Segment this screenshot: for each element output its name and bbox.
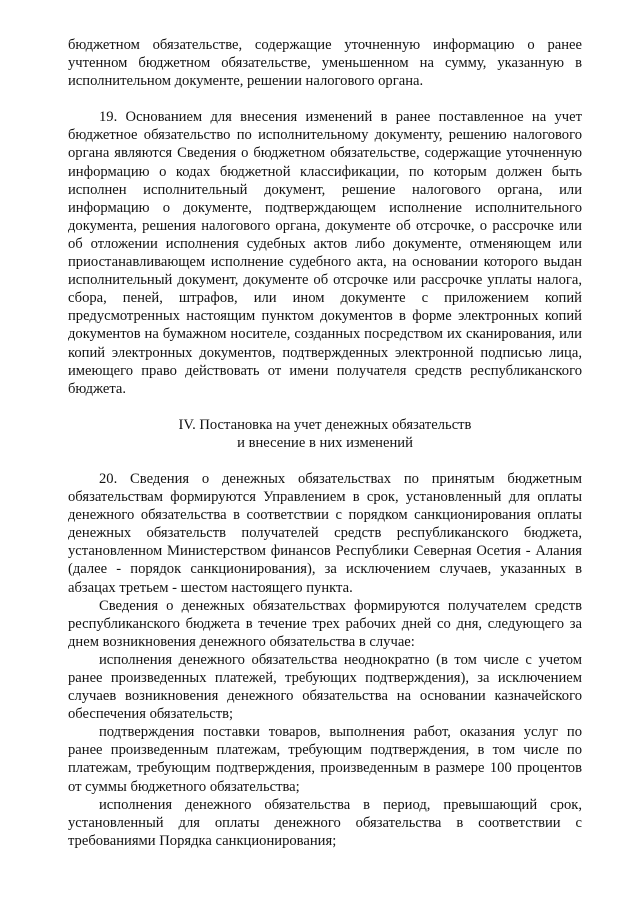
section-heading [68,416,582,452]
document-page [68,36,582,850]
paragraph-continuation: бюджетном обязательстве, содержащие уточненную информацию о ранее учтенном бюджетном обязательстве, уменьшенном на сумму, указанную в исполнительном документе, решении налогового органа. [68,37,582,90]
section-heading-line-1: IV. Постановка на учет денежных обязательств [178,416,472,433]
section-heading-line-2: и внесение в них изменений [237,434,413,451]
paragraph-19: 19. Основанием для внесения изменений в ранее поставленное на учет бюджетное обязательство по исполнительному документу, решению налогового органа являются Сведения о бюджетном обязательстве, содержащие уточненную информацию о кодах бюджетной классификации, по которым должен быть исполнен исполнительный документ, решение налогового органа, или информацию о документе, подтверждающем исполнение исполнительного документа, решения налогового органа, документе об отсрочке, о рассрочке или об отложении исполнения судебных актов либо документе, отменяющем или приостанавливающем исполнение судебного акта, на основании которого выдан исполнительный документ, документе об отсрочке или рассрочке уплаты налога, сбора, пеней, штрафов, или ином документе с приложением копий предусмотренных настоящим пунктом документов в форме электронных копий документов на бумажном носителе, созданных посредством их сканирования, или копий электронных документов, подтвержденных электронной подписью лица, имеющего право действовать от имени получателя средств республиканского бюджета. [68,109,582,397]
paragraph-20-third: исполнения денежного обязательства неоднократно (в том числе с учетом ранее произведенных платежей, требующих подтверждения), за исключением случаев возникновения денежного обязательства на основании казначейского обеспечения обязательств; [68,651,582,723]
paragraph-20: 20. Сведения о денежных обязательствах по принятым бюджетным обязательствам формируются Управлением в срок, установленный для оплаты денежного обязательства в соответствии с порядком санкционирования оплаты денежных обязательств получателей средств республиканского бюджета, установленном Министерством финансов Республики Северная Осетия - Алания (далее - порядок санкционирования), за исключением случаев, указанных в абзацах третьем - шестом настоящего пункта. [68,470,582,596]
paragraph-20-second: Сведения о денежных обязательствах формируются получателем средств республиканского бюджета в течение трех рабочих дней со дня, следующего за днем возникновения денежного обязательства в случае: [68,597,582,650]
paragraph-20-fifth: исполнения денежного обязательства в период, превышающий срок, установленный для оплаты денежного обязательства в соответствии с требованиями Порядка санкционирования; [68,796,582,849]
paragraph-20-fourth: подтверждения поставки товаров, выполнения работ, оказания услуг по ранее произведенным платежам, требующим подтверждения, в том числе по платежам, требующим подтверждения, произведенным в размере 100 процентов от суммы бюджетного обязательства; [68,724,582,795]
